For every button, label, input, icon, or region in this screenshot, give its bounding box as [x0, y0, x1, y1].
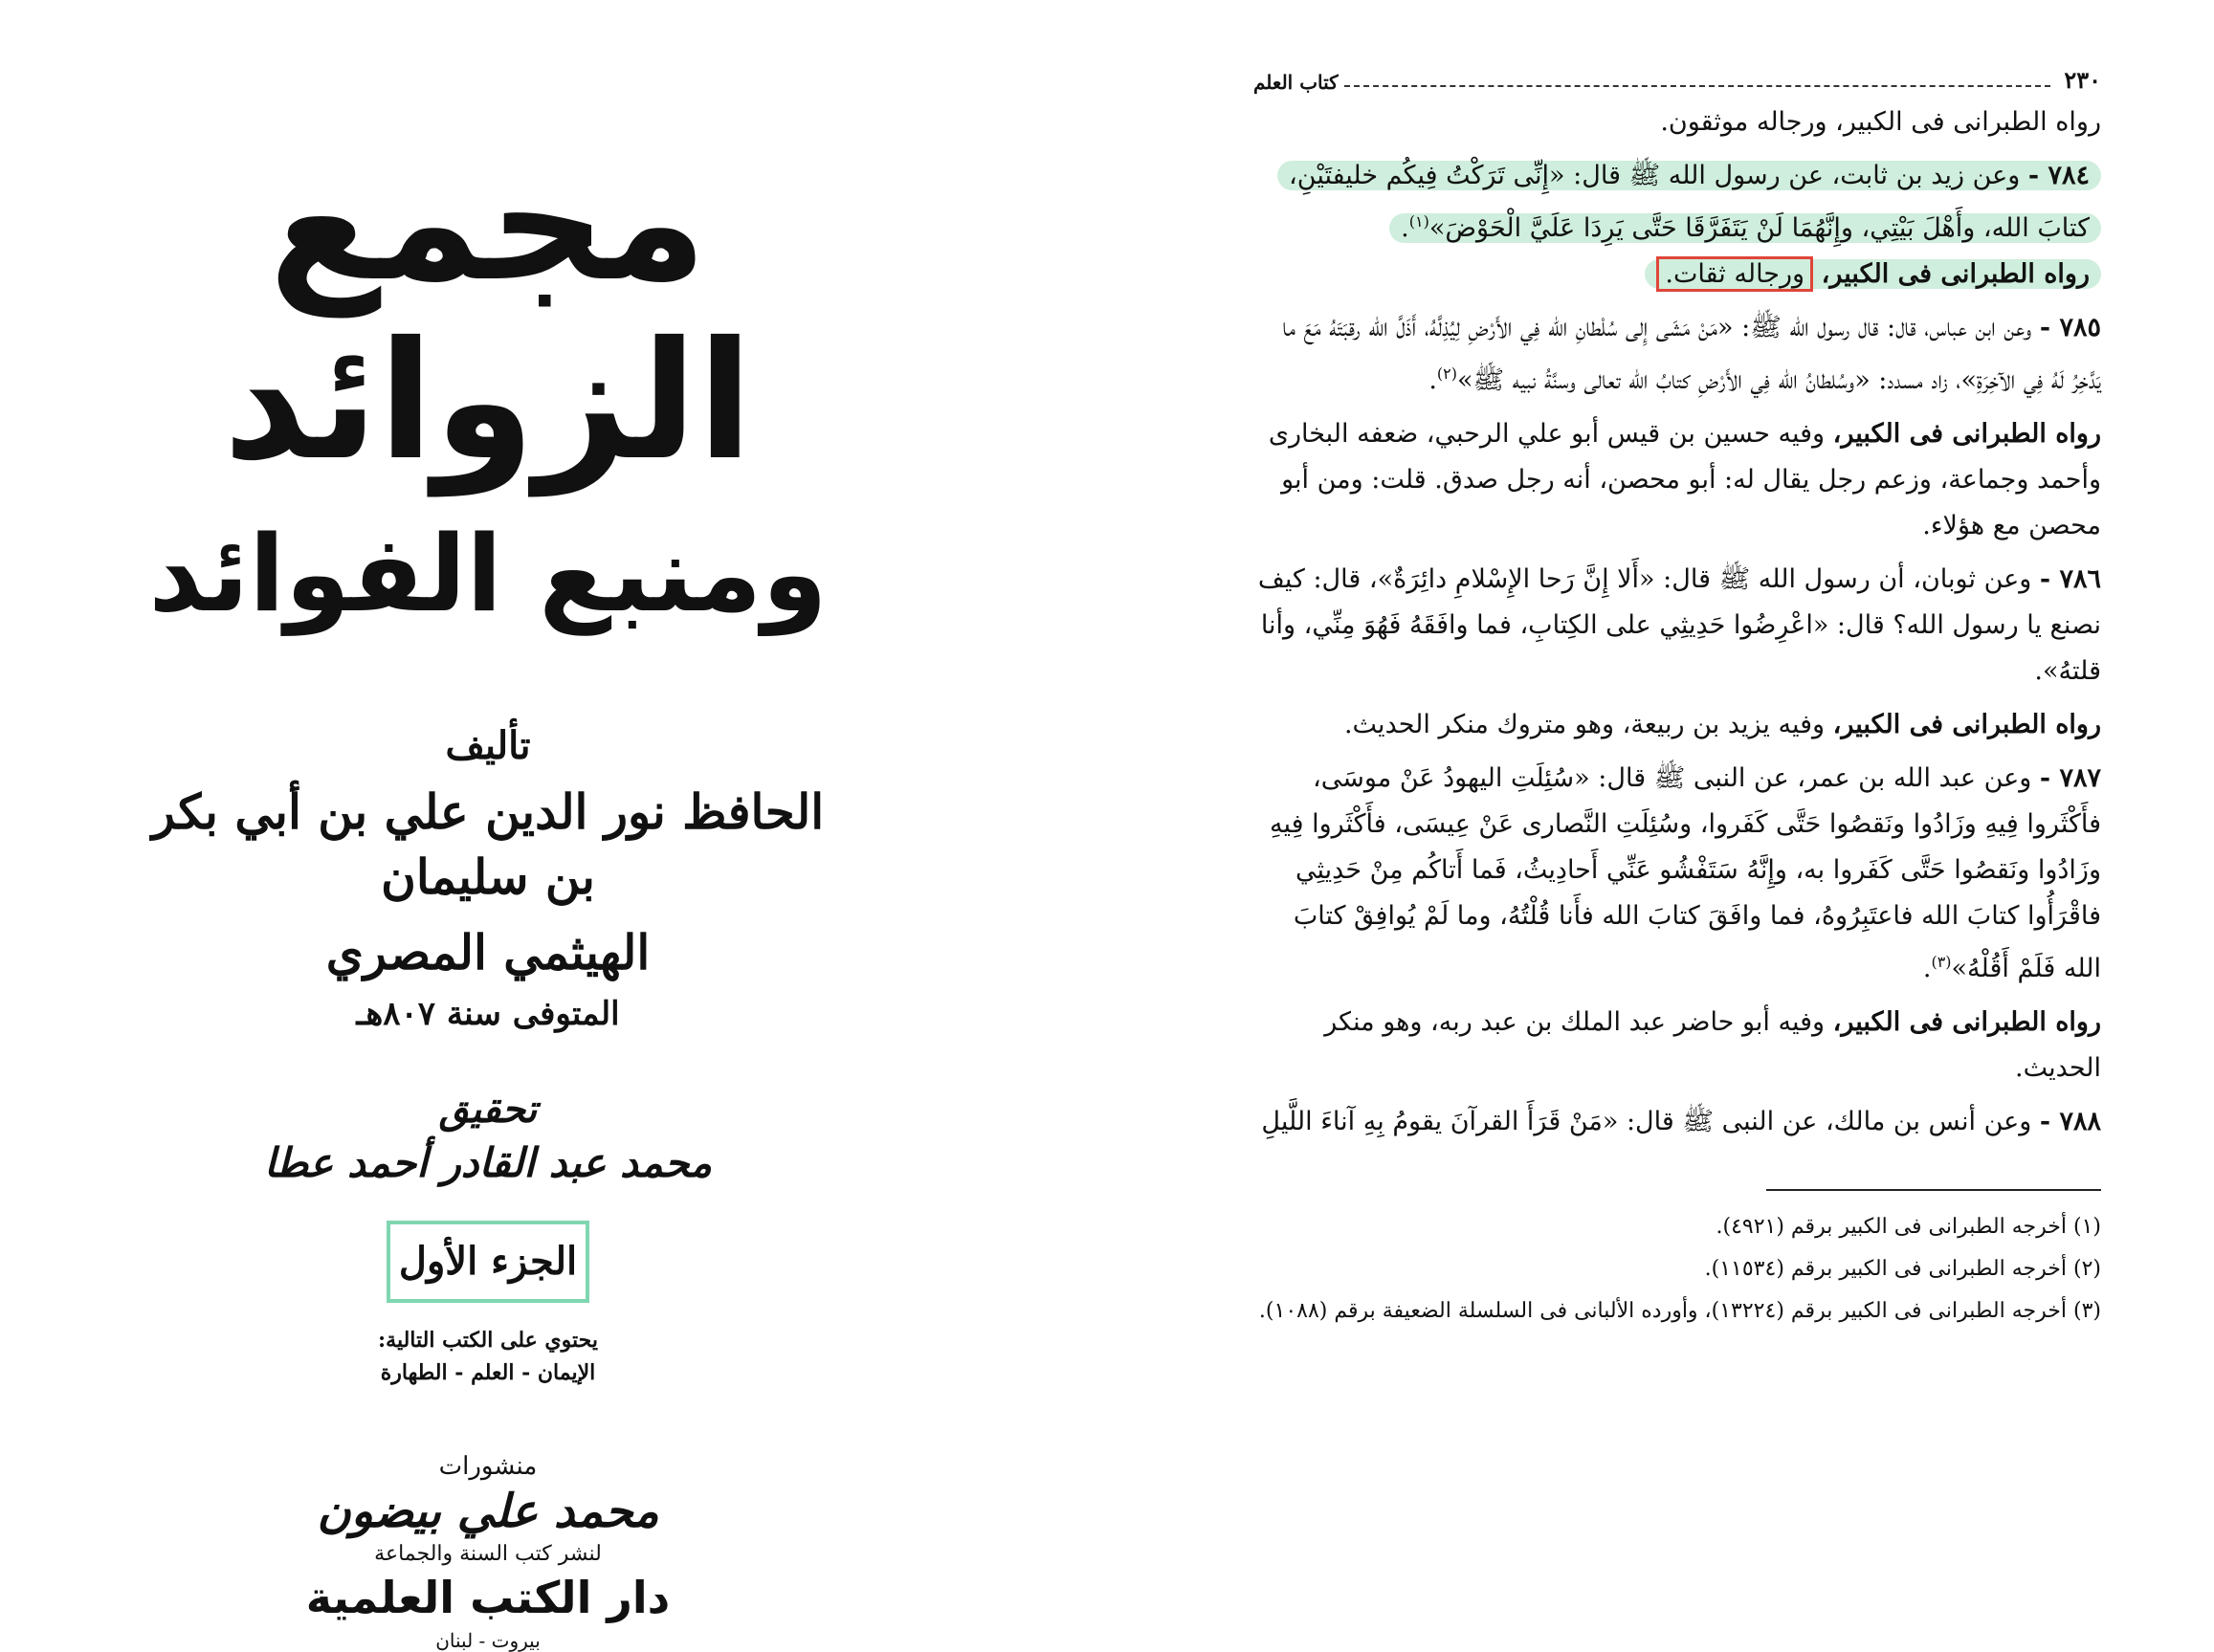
- source-comment: وفيه يزيد بن ربيعة، وهو متروك منكر الحديث.: [1343, 710, 1826, 739]
- hadith-intro: وعن زيد بن ثابت، عن رسول الله ﷺ قال:: [1573, 161, 2021, 190]
- volume-box: [387, 1221, 589, 1303]
- header-rule: [1344, 85, 2051, 87]
- hadith-quote: «مَنْ قَرَأَ القرآنَ يقومُ بِهِ آناءَ اللَّيلِ: [1261, 1107, 1619, 1136]
- hadith-785-text: ٧٨٥ - وعن ابن عباس، قال: قال رسول الله ﷺ: «مَنْ مَشَى إِلى سُلْطانِ الله فِي الأَرْضِ لِيُذِلَّهُ، أَذَلَّ الله رقبَتَهُ مَعَ ما يَدَّخِرُ لَهُ فِي الآخِرَةِ»، زاد مسدد: «وسُلطانُ الله فِي الأَرْضِ كتابُ الله تعالى وسنَّةُ نبيه ﷺ»$^{(٢)}$.: [1282, 313, 2101, 395]
- source-label: رواه الطبرانى فى الكبير،: [1832, 419, 2101, 449]
- publisher-name: محمد علي بيضون: [317, 1484, 659, 1538]
- author-death-year: المتوفى سنة ٨٠٧هـ: [356, 994, 620, 1033]
- contains-label: يحتوي على الكتب التالية:: [378, 1327, 598, 1353]
- hadith-786-source: [1253, 702, 2101, 748]
- hadith-786: [1253, 557, 2101, 748]
- hadith-intro: وعن ابن عباس، قال: قال رسول الله ﷺ:: [1741, 313, 2032, 342]
- hadith-number: ٧٨٥ -: [2039, 313, 2101, 342]
- highlight-784: ٧٨٤ - وعن زيد بن ثابت، عن رسول الله ﷺ قال: «إِنِّى تَرَكْتُ فِيكُم خليفتَيْنِ، كتابَ الله، وأَهْلَ بَيْتِي، وإِنَّهُمَا لَنْ يَتَفَرَّقَا حَتَّى يَرِدَا عَلَيَّ الْحَوْضَ»$^{(١)}$.: [1277, 161, 2101, 243]
- book-page: [1253, 67, 2101, 1464]
- hadith-784: [1253, 153, 2101, 297]
- contains-list: الإيمان - العلم - الطهارة: [380, 1359, 596, 1385]
- source-label: رواه الطبرانى فى الكبير،: [1832, 1007, 2101, 1037]
- source-comment: وفيه أبو حاضر عبد الملك بن عبد ربه، وهو منكر الحديث.: [1324, 1007, 2101, 1083]
- hadith-quote: «أَلا إِنَّ رَحا الإِسْلامِ دائِرَةٌ»، قال: كيف نصنع يا رسول الله؟ قال: «اعْرِضُوا حَدِيثِي على الكِتابِ، فما وافَقَهُ فَهُوَ مِنِّي، وأنا قلتهُ».: [1257, 564, 2101, 686]
- publisher-label: منشورات: [438, 1451, 538, 1481]
- hadith-number: ٧٨٨ -: [2039, 1107, 2101, 1136]
- hadith-quote: «سُئِلَتِ اليهودُ عَنْ موسَى، فأَكْثَروا فِيهِ وزَادُوا ونَقصُوا حَتَّى كَفَروا، وسُئِلَتِ النَّصارى عَنْ عِيسَى، فأَكْثَروا فِيهِ وزَادُوا ونَقصُوا حَتَّى كَفَروا به، وإِنَّهُ سَتَفْشُو عَنِّي أَحادِيثُ، فَما أَتاكُم مِنْ حَدِيثِي فاقْرَأُوا كتابَ الله فاعتَبِرُوهُ، فما وافَقَ كتابَ الله فأَنا قُلْتُهُ، وما لَمْ يُوافِقْ كتابَ الله فَلَمْ أَقُلْهُ»: [1269, 763, 2101, 983]
- book-title: مجمع الزوائد: [223, 128, 753, 496]
- footnote-rule: [1766, 1189, 2101, 1191]
- hadith-785-source: [1253, 411, 2101, 549]
- grade-boxed: ورجاله ثقات.: [1656, 256, 1813, 292]
- source-label: رواه الطبرانى فى الكبير،: [1832, 710, 2101, 739]
- footnote-2: (٢) أخرجه الطبرانى فى الكبير برقم (١١٥٣٤).: [1704, 1257, 2101, 1281]
- source-comment: وفيه حسين بن قيس أبو علي الرحبي، ضعفه البخارى وأحمد وجماعة، وزعم رجل يقال له: أبو محصن، أنه رجل صدق. قلت: ومن أبو محصن مع هؤلاء.: [1268, 419, 2101, 540]
- volume-label: الجزء الأول: [398, 1239, 578, 1284]
- hadith-787-source: [1253, 1000, 2101, 1091]
- author-label: تأليف: [445, 723, 531, 768]
- footnote-ref: (٢): [1436, 364, 1458, 383]
- footnote-3: (٣) أخرجه الطبرانى فى الكبير برقم (١٣٢٢٤)، وأورده الألبانى فى السلسلة الضعيفة برقم (١٠٨٨).: [1258, 1299, 2101, 1323]
- hadith-number: ٧٨٤ -: [2027, 161, 2090, 190]
- hadith-786-text: [1253, 557, 2101, 694]
- hadith-784-source: [1253, 252, 2101, 297]
- author-name-line2: الهيثمي المصري: [325, 924, 651, 980]
- editor-name: محمد عبد القادر أحمد عطا: [264, 1138, 712, 1186]
- hadith-784-text: [1253, 153, 2101, 252]
- hadith-785: [1253, 305, 2101, 549]
- opening-line: رواه الطبرانى فى الكبير، ورجاله موثقون.: [1660, 107, 2101, 137]
- hadith-intro: وعن ثوبان، أن رسول الله ﷺ قال:: [1663, 564, 2032, 594]
- author-name-line1: الحافظ نور الدين علي بن أبي بكر بن سليمان: [151, 783, 825, 905]
- hadith-quote: «مَنْ مَشَى إِلى سُلْطانِ الله فِي الأَرْضِ لِيُذِلَّهُ، أَذَلَّ الله رقبَتَهُ مَعَ ما يَدَّخِرُ لَهُ فِي الآخِرَةِ»، زاد مسدد: «وسُلطانُ الله فِي الأَرْضِ كتابُ الله تعالى وسنَّةُ نبيه ﷺ»: [1282, 313, 2101, 395]
- hadith-quote: «إِنِّى تَرَكْتُ فِيكُم خليفتَيْنِ، كتابَ الله، وأَهْلَ بَيْتِي، وإِنَّهُمَا لَنْ يَتَفَرَّقَا حَتَّى يَرِدَا عَلَيَّ الْحَوْضَ»: [1289, 161, 2090, 243]
- footnote-ref: (٣): [1931, 953, 1952, 971]
- page-number: ٢٣٠: [2064, 66, 2101, 94]
- highlight-784-source: [1645, 259, 2101, 289]
- hadith-787: [1253, 756, 2101, 1091]
- hadith-number: ٧٨٦ -: [2039, 564, 2101, 594]
- chapter-title: كتاب العلم: [1253, 71, 1339, 94]
- hadith-787-text: ٧٨٧ - وعن عبد الله بن عمر، عن النبى ﷺ قال: «سُئِلَتِ اليهودُ عَنْ موسَى، فأَكْثَروا فِيهِ وزَادُوا ونَقصُوا حَتَّى كَفَروا، وسُئِلَتِ النَّصارى عَنْ عِيسَى، فأَكْثَروا فِيهِ وزَادُوا ونَقصُوا حَتَّى كَفَروا به، وإِنَّهُ سَتَفْشُو عَنِّي أَحادِيثُ، فَما أَتاكُم مِنْ حَدِيثِي فاقْرَأُوا كتابَ الله فاعتَبِرُوهُ، فما وافَقَ كتابَ الله فأَنا قُلْتُهُ، وما لَمْ يُوافِقْ كتابَ الله فَلَمْ أَقُلْهُ»$^{(٣)}$.: [1269, 763, 2101, 983]
- hadith-intro: وعن عبد الله بن عمر، عن النبى ﷺ قال:: [1598, 763, 2032, 793]
- book-subtitle: ومنبع الفوائد: [148, 513, 828, 635]
- footnotes: [1253, 1206, 2101, 1333]
- editor-label: تحقيق: [438, 1086, 538, 1132]
- title-page: [144, 96, 832, 1652]
- publisher-mission: لنشر كتب السنة والجماعة: [374, 1541, 602, 1566]
- hadith-intro: وعن أنس بن مالك، عن النبى ﷺ قال:: [1626, 1107, 2032, 1136]
- running-head: [1253, 67, 2101, 94]
- publisher-house: دار الكتب العلمية: [305, 1571, 671, 1623]
- footnote-ref: (١): [1408, 212, 1429, 231]
- hadith-788: [1253, 1099, 2101, 1145]
- publisher-city: بيروت - لبنان: [435, 1628, 541, 1652]
- hadith-number: ٧٨٧ -: [2039, 763, 2101, 793]
- hadith-788-text: [1253, 1099, 2101, 1145]
- source-label: رواه الطبرانى فى الكبير،: [1821, 259, 2090, 289]
- publisher-block: [144, 1452, 832, 1652]
- footnote-1: (١) أخرجه الطبرانى فى الكبير برقم (٤٩٢١).: [1716, 1215, 2101, 1239]
